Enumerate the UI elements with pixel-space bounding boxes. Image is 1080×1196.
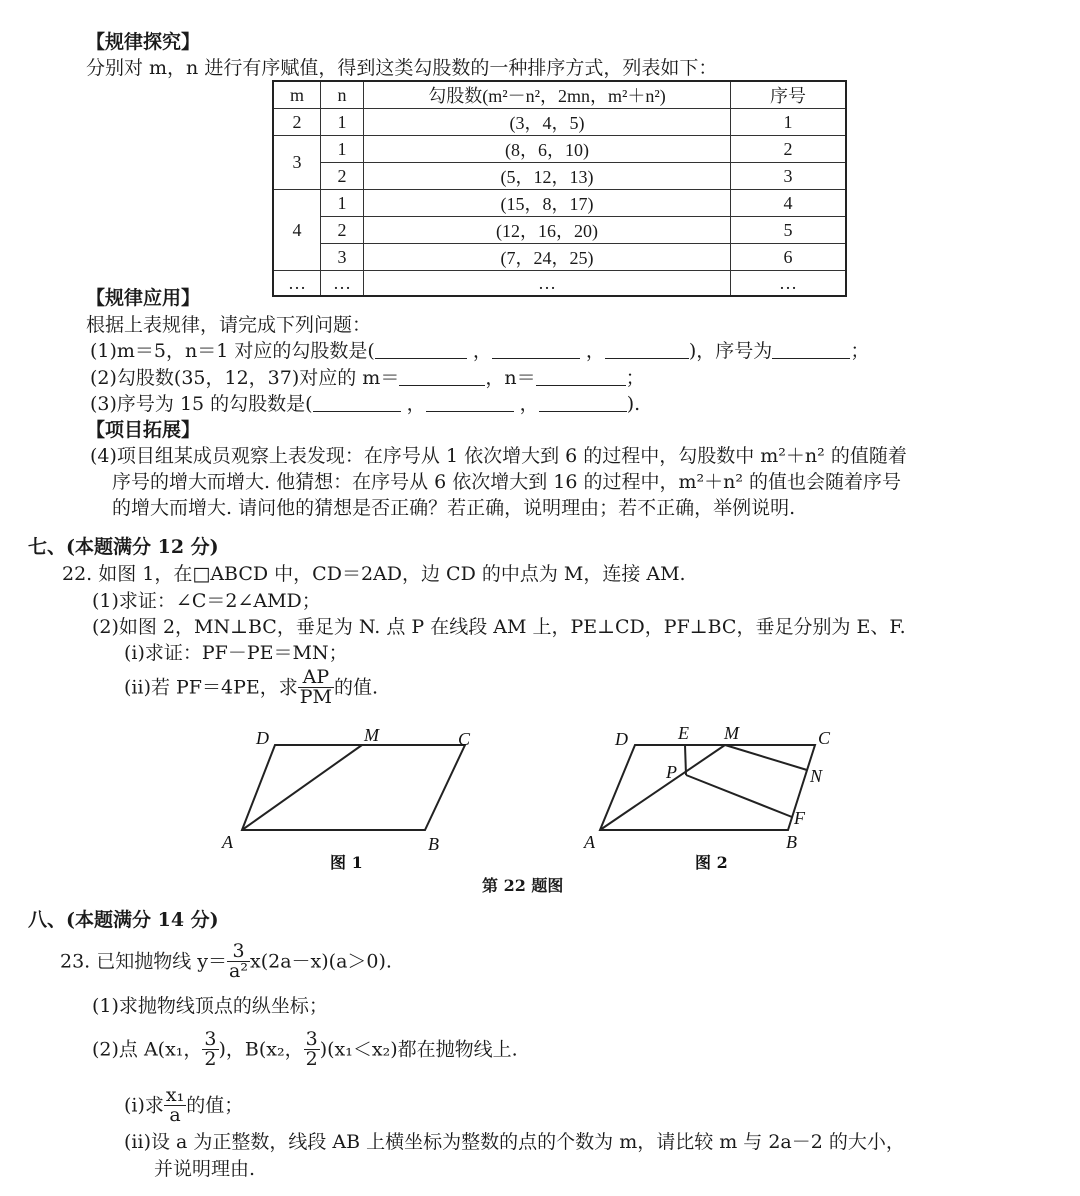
answer-blank[interactable] [492,340,580,359]
table-cell: (8，6，10) [364,136,731,163]
table-cell: 1 [731,109,847,136]
question-2: (2)勾股数(35，12，37)对应的 m＝ ，n＝ ； [90,367,645,389]
q1-text-a: (1)m＝5，n＝1 对应的勾股数是( [90,340,375,362]
label-c: C [818,728,831,748]
table-cell: 4 [273,190,321,271]
table-cell: 2 [321,163,364,190]
label-d: D [615,729,628,749]
table-cell: 3 [321,244,364,271]
table-cell: 2 [731,136,847,163]
section-extension-heading: 【项目拓展】 [86,419,201,441]
section-explore-heading: 【规律探究】 [86,31,201,53]
label-e: E [678,723,689,743]
answer-blank[interactable] [536,367,626,386]
section-8-heading: 八、(本题满分 14 分) [28,909,219,931]
figure-2-caption: 图 2 [695,853,728,872]
problem-23-part-2 [92,1030,518,1069]
problem-22-part-2i: (ⅰ)求证：PF－PE＝MN； [124,642,348,664]
p22-2ii-text-b: 的值. [333,676,379,699]
label-a: A [584,832,595,852]
label-c: C [458,729,471,749]
answer-blank[interactable] [605,340,689,359]
label-a: A [222,832,233,852]
fraction-denominator: 2 [305,1048,318,1070]
table-cell: (7，24，25) [364,244,731,271]
segment-pf [686,775,792,817]
problem-23-part-2i [124,1086,243,1125]
table-cell: (3，4，5) [364,109,731,136]
label-m: M [724,723,739,743]
header-n: n [321,81,364,109]
parallelogram-abcd [242,745,465,830]
answer-blank[interactable] [772,340,850,359]
problem-23 [60,942,392,981]
table-cell: (5，12，13) [364,163,731,190]
p23-2-text-a: (2)点 A(x₁， [92,1038,203,1061]
label-b: B [786,832,797,852]
fraction-numerator: AP [298,668,334,688]
fraction-3-over-2 [202,1030,218,1069]
label-n: N [810,766,823,786]
apply-intro: 根据上表规律，请完成下列问题： [86,314,372,336]
figure-1-caption: 图 1 [330,853,363,872]
p23-2-text-b: )，B(x₂， [218,1038,304,1061]
figure-2 [570,720,870,880]
answer-blank[interactable] [375,340,467,359]
table-cell: … [273,271,321,297]
figure-caption-22: 第 22 题图 [482,876,564,895]
fraction-3-over-2 [304,1030,320,1069]
answer-blank[interactable] [399,367,485,386]
fraction-numerator: 3 [227,942,250,962]
fraction-3-over-a2 [227,942,250,981]
fraction-numerator: 3 [305,1028,318,1050]
table-cell: 5 [731,217,847,244]
question-1: (1)m＝5，n＝1 对应的勾股数是( ， ， )，序号为 ； [90,340,870,362]
table-cell: … [364,271,731,297]
section-apply-heading: 【规律应用】 [86,287,201,309]
answer-blank[interactable] [313,393,401,412]
table-cell: (12，16，20) [364,217,731,244]
segment-am [600,745,725,830]
q2-text-a: (2)勾股数(35，12，37)对应的 m＝ [90,367,400,389]
table-cell: 3 [273,136,321,190]
table-cell: 2 [273,109,321,136]
p22-2ii-text-a: (ⅱ)若 PF＝4PE，求 [124,676,298,699]
p23-2i-text-b: 的值； [186,1094,244,1117]
table-cell: 3 [731,163,847,190]
header-m: m [273,81,321,109]
label-b: B [428,834,439,854]
problem-22-part-2ii [124,668,378,707]
question-4-line-2: 序号的增大而增大. 他猜想：在序号从 6 依次增大到 16 的过程中，m²＋n² 的值也会随着序号 [112,471,902,493]
segment-pe [685,745,686,775]
header-pythagorean: 勾股数(m²－n²，2mn，m²＋n²) [364,81,731,109]
label-f: F [794,808,805,828]
problem-22: 22. 如图 1，在□ABCD 中，CD＝2AD，边 CD 的中点为 M，连接 AM. [62,563,686,585]
table-cell: … [731,271,847,297]
label-m: M [364,725,379,745]
p23-2i-text-a: (ⅰ)求 [124,1094,164,1117]
problem-23-part-1: (1)求抛物线顶点的纵坐标； [92,995,328,1017]
p23-2-text-c: )(x₁＜x₂)都在抛物线上. [319,1038,518,1061]
fraction-denominator: a² [229,960,248,982]
q1-text-b: )，序号为 [688,340,773,362]
pythagorean-table [272,80,847,297]
question-3: (3)序号为 15 的勾股数是( ， ， ). [90,393,641,415]
table-cell: 1 [321,136,364,163]
problem-22-part-2: (2)如图 2，MN⊥BC，垂足为 N. 点 P 在线段 AM 上，PE⊥CD，PF⊥BC，垂足分别为 E、F. [92,616,906,638]
figure-1 [200,720,500,880]
table-cell: 1 [321,109,364,136]
question-4-line-3: 的增大而增大. 请问他的猜想是否正确？若正确，说明理由；若不正确，举例说明. [112,497,796,519]
q2-text-b: ，n＝ [485,367,536,389]
fraction-numerator: 3 [204,1028,217,1050]
fraction-x1-over-a [164,1086,186,1125]
table-cell: 2 [321,217,364,244]
header-index: 序号 [731,81,847,109]
p23-text-a: 23. 已知抛物线 y＝ [60,950,228,973]
fraction-ap-pm [298,668,334,707]
table-cell: 6 [731,244,847,271]
table-cell: 1 [321,190,364,217]
explore-intro: 分别对 m，n 进行有序赋值，得到这类勾股数的一种排序方式，列表如下： [86,57,718,79]
section-7-heading: 七、(本题满分 12 分) [28,536,219,558]
problem-23-part-2ii-line-2: 并说明理由. [154,1158,256,1180]
q3-text-a: (3)序号为 15 的勾股数是( [90,393,313,415]
question-4-line-1: (4)项目组某成员观察上表发现：在序号从 1 依次增大到 6 的过程中，勾股数中 m²＋n² 的值随着 [90,445,907,467]
segment-mn [725,745,807,770]
fraction-numerator: x₁ [165,1084,185,1106]
answer-blank[interactable] [539,393,627,412]
answer-blank[interactable] [426,393,514,412]
p23-text-b: x(2a－x)(a＞0). [249,950,392,973]
segment-am [242,745,362,830]
label-d: D [256,728,269,748]
label-p: P [666,762,677,782]
table-cell: (15，8，17) [364,190,731,217]
table-cell: … [321,271,364,297]
table-cell: 4 [731,190,847,217]
problem-22-part-1: (1)求证：∠C＝2∠AMD； [92,590,321,612]
fraction-denominator: PM [299,686,332,708]
fraction-denominator: 2 [204,1048,217,1070]
fraction-denominator: a [169,1104,181,1126]
problem-23-part-2ii-line-1: (ⅱ)设 a 为正整数，线段 AB 上横坐标为整数的点的个数为 m，请比较 m 与 2a－2 的大小， [124,1131,905,1153]
